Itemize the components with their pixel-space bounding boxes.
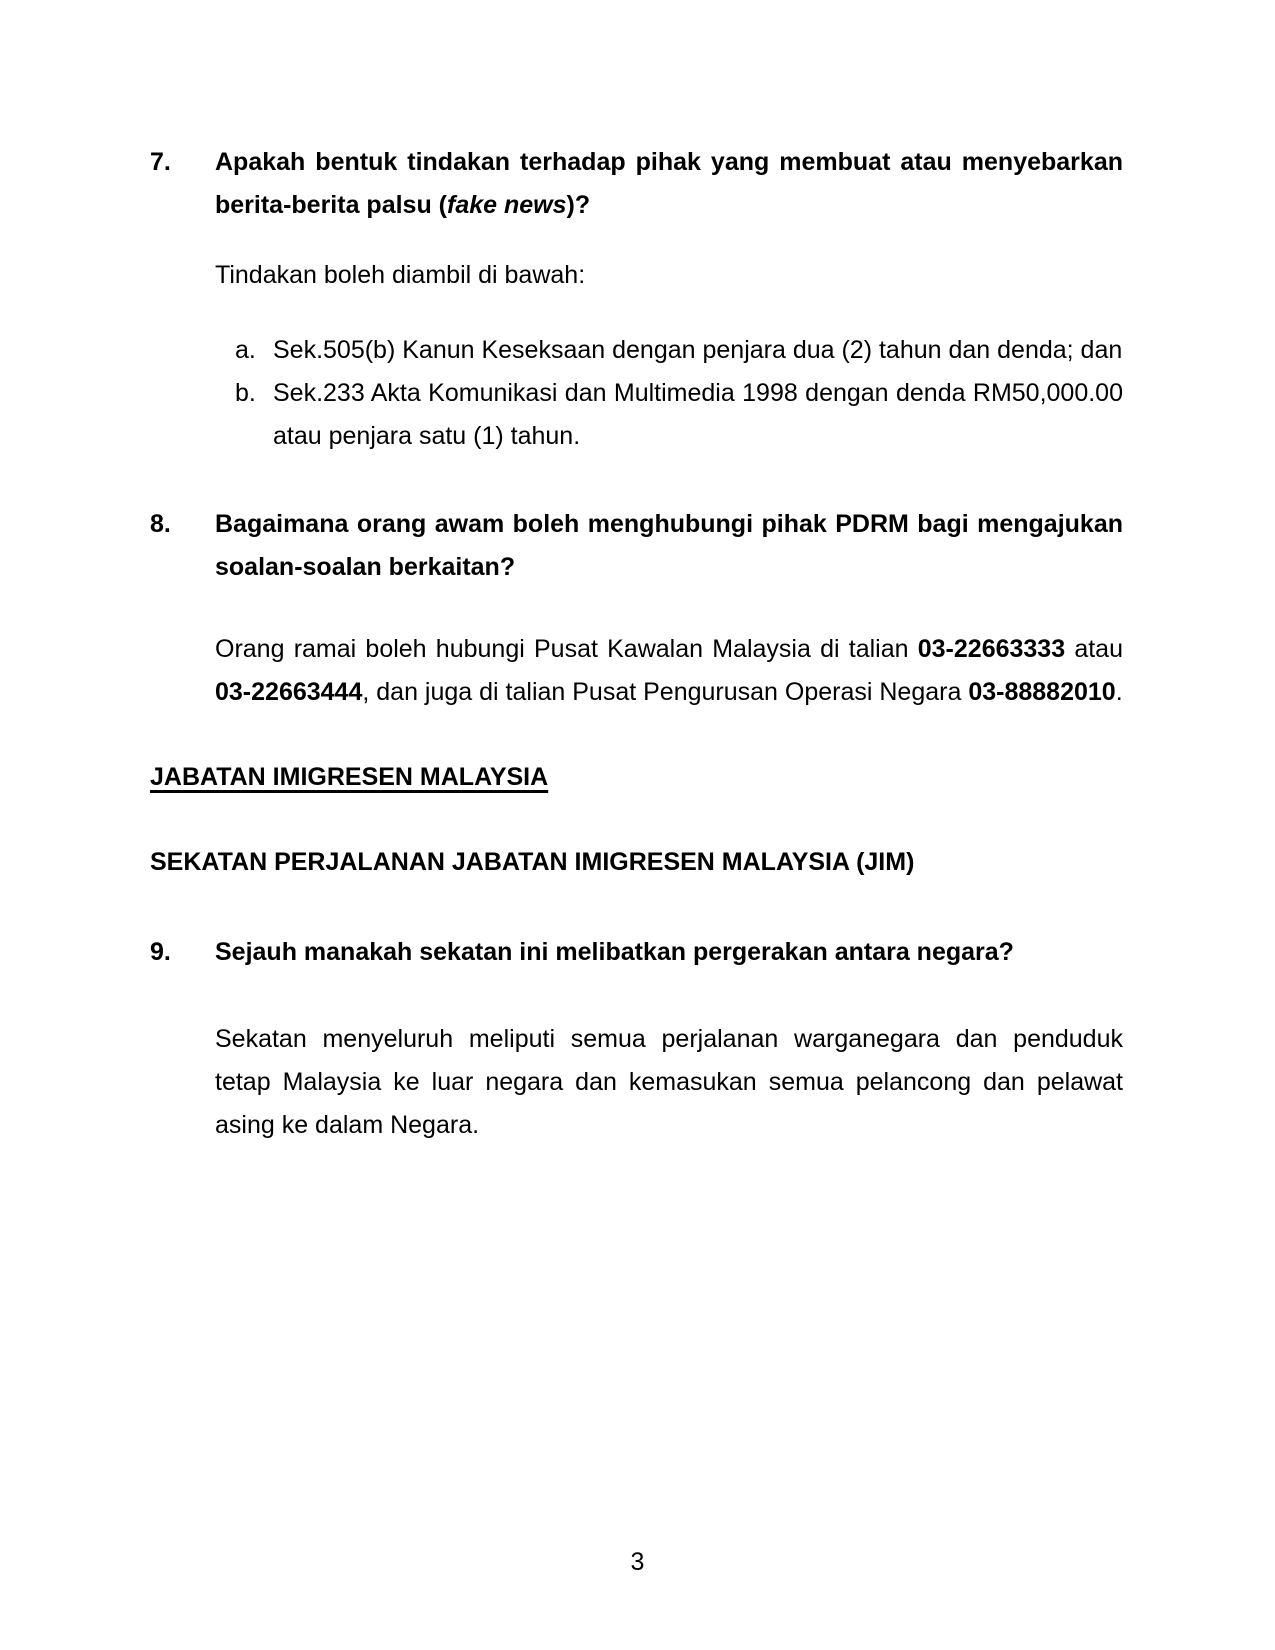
- question-8-number: 8.: [150, 510, 171, 538]
- question-9-answer: Sekatan menyeluruh meliputi semua perjalanan warganegara dan penduduk tetap Malaysia ke luar negara dan kemasukan semua pelancong dan pelawat asing ke dalam Negara.: [215, 1025, 1123, 1139]
- question-9-number: 9.: [150, 938, 171, 966]
- question-7-heading-text: Apakah bentuk tindakan terhadap pihak yang membuat atau menyebarkan berita-berita palsu (: [215, 148, 1123, 219]
- legal-actions-list: [235, 329, 1123, 458]
- question-9-heading: Sejauh manakah sekatan ini melibatkan pergerakan antara negara?: [215, 938, 1014, 966]
- question-8: [150, 503, 1123, 589]
- answer-text: , dan juga di talian Pusat Pengurusan Operasi Negara: [362, 678, 969, 706]
- question-7: [150, 141, 1123, 227]
- list-item: [235, 372, 1123, 458]
- phone-number: 03-22663444: [215, 678, 363, 706]
- fake-news-italic: fake news: [447, 191, 567, 219]
- list-item-text: Sek.505(b) Kanun Keseksaan dengan penjara dua (2) tahun dan denda; dan: [273, 336, 1123, 364]
- list-item-marker: b.: [235, 379, 256, 407]
- list-item: [235, 329, 1123, 372]
- question-7-heading: [215, 141, 1123, 227]
- answer-text: .: [1115, 678, 1123, 706]
- phone-number: 03-88882010: [968, 678, 1116, 706]
- travel-restriction-subheading: SEKATAN PERJALANAN JABATAN IMIGRESEN MALAYSIA (JIM): [150, 848, 915, 876]
- question-7-intro: Tindakan boleh diambil di bawah:: [215, 261, 586, 289]
- question-8-heading: Bagaimana orang awam boleh menghubungi pihak PDRM bagi mengajukan soalan-soalan berkaitan?: [215, 510, 1123, 581]
- list-item-text: Sek.233 Akta Komunikasi dan Multimedia 1998 dengan denda RM50,000.00 atau penjara satu (1) tahun.: [273, 379, 1123, 450]
- document-content: [150, 141, 1123, 1147]
- phone-number: 03-22663333: [917, 635, 1066, 663]
- answer-text: Orang ramai boleh hubungi Pusat Kawalan Malaysia di talian: [215, 635, 918, 663]
- answer-text: atau: [1065, 635, 1123, 663]
- department-heading-text: JABATAN IMIGRESEN MALAYSIA: [150, 763, 549, 791]
- question-9: [150, 931, 1123, 974]
- department-heading: [150, 756, 1123, 799]
- page-number: 3: [630, 1548, 645, 1576]
- question-7-number: 7.: [150, 148, 171, 176]
- list-item-marker: a.: [235, 336, 256, 364]
- question-8-answer: [215, 628, 1123, 714]
- question-7-heading-end: )?: [566, 191, 591, 219]
